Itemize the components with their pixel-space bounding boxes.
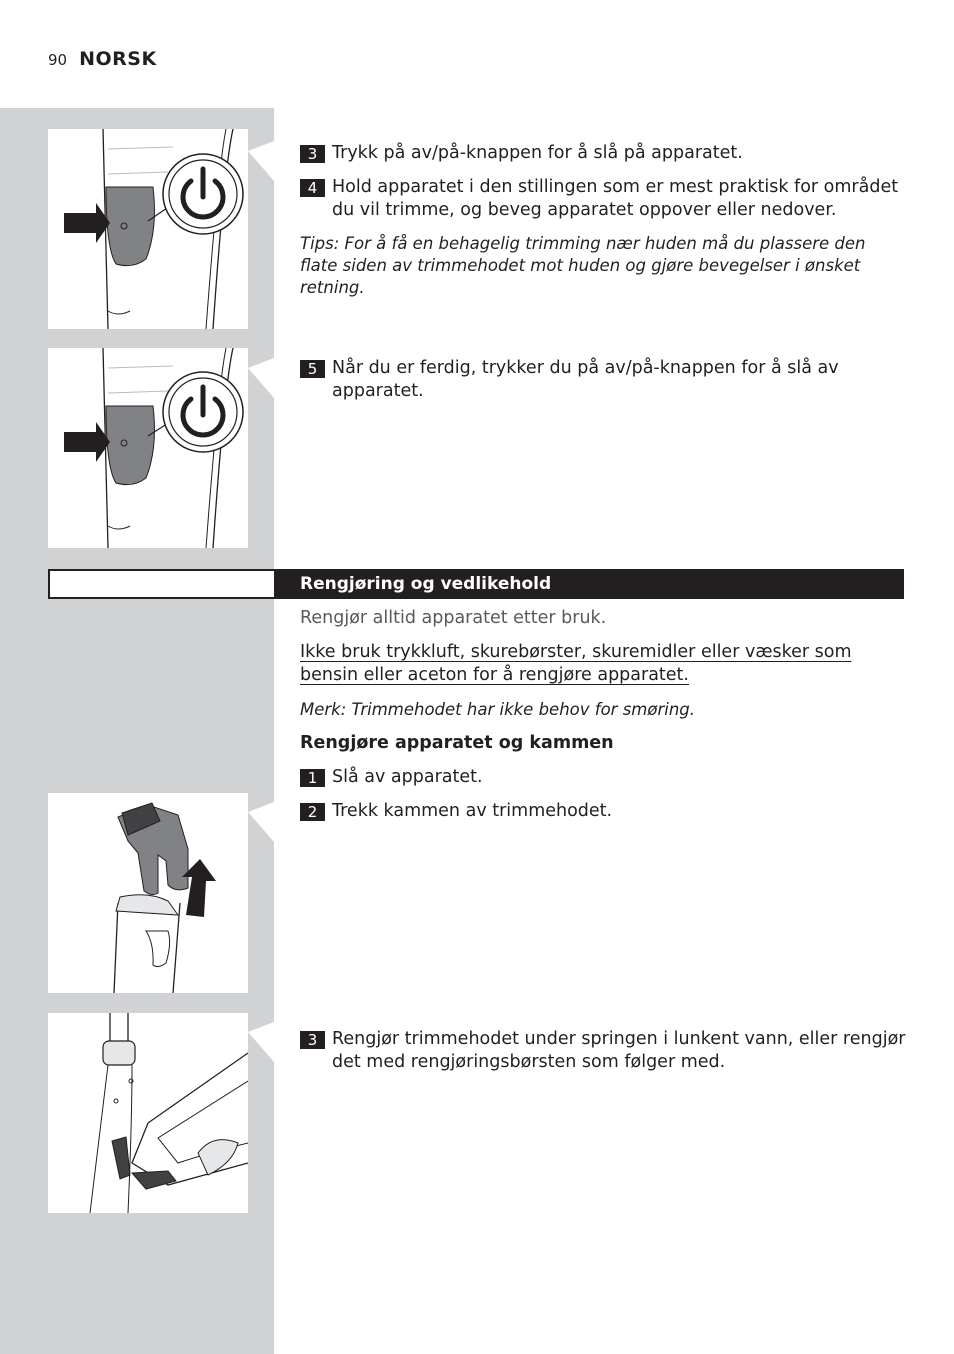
step-item [300,800,906,823]
page-header [48,48,157,70]
step-item [300,357,906,403]
step-text: Trykk på av/på-knappen for å slå på apparatet. [332,143,743,163]
warning-text: Ikke bruk trykkluft, skurebørster, skuremidler eller væsker som bensin eller aceton for å rengjøre apparatet. [300,642,852,685]
step-text: Når du er ferdig, trykker du på av/på-knappen for å slå av apparatet. [332,358,839,401]
figure-pointer [248,802,274,842]
figure-pointer [248,358,274,398]
step-text: Hold apparatet i den stillingen som er mest praktisk for området du vil trimme, og beveg apparatet oppover eller nedover. [332,177,899,220]
page-number: 90 [48,51,68,69]
figure-pointer [248,141,274,181]
section-header-bar [48,569,904,599]
step-item [300,176,906,222]
step-power-off [300,357,906,414]
figure-power-off [48,348,248,548]
step-number: 4 [300,179,325,197]
figure-power-on [48,129,248,329]
figure-comb-removal [48,793,248,993]
step-text: Trekk kammen av trimmehodet. [332,801,613,821]
step-text: Rengjør trimmehodet under springen i lunkent vann, eller rengjør det med rengjøringsbørsten som følger med. [332,1029,906,1072]
intro-text: Rengjør alltid apparatet etter bruk. [300,608,607,628]
step-number: 3 [300,1031,325,1049]
section-bar-inset [50,571,274,597]
figure-pointer [248,1022,274,1062]
step-number: 3 [300,145,325,163]
section-title: Rengjøring og vedlikehold [300,574,552,594]
figure-rinse [48,1013,248,1213]
step-text: Slå av apparatet. [332,767,483,787]
step-number: 5 [300,360,325,378]
steps-usage [300,142,906,299]
step-number: 2 [300,803,325,821]
note-text: Merk: Trimmehodet har ikke behov for smøring. [300,700,696,719]
step-number: 1 [300,769,325,787]
step-item [300,1028,906,1074]
tip-text: Tips: For å få en behagelig trimming nær huden må du plassere den flate siden av trimmehodet mot huden og gjøre bevegelser i ønsket retning. [300,234,866,297]
step-item [300,766,906,789]
subheading: Rengjøre apparatet og kammen [300,733,614,753]
language-title: NORSK [79,48,157,70]
step-rinse [300,1028,906,1085]
step-item [300,142,906,165]
cleaning-section [300,607,906,834]
